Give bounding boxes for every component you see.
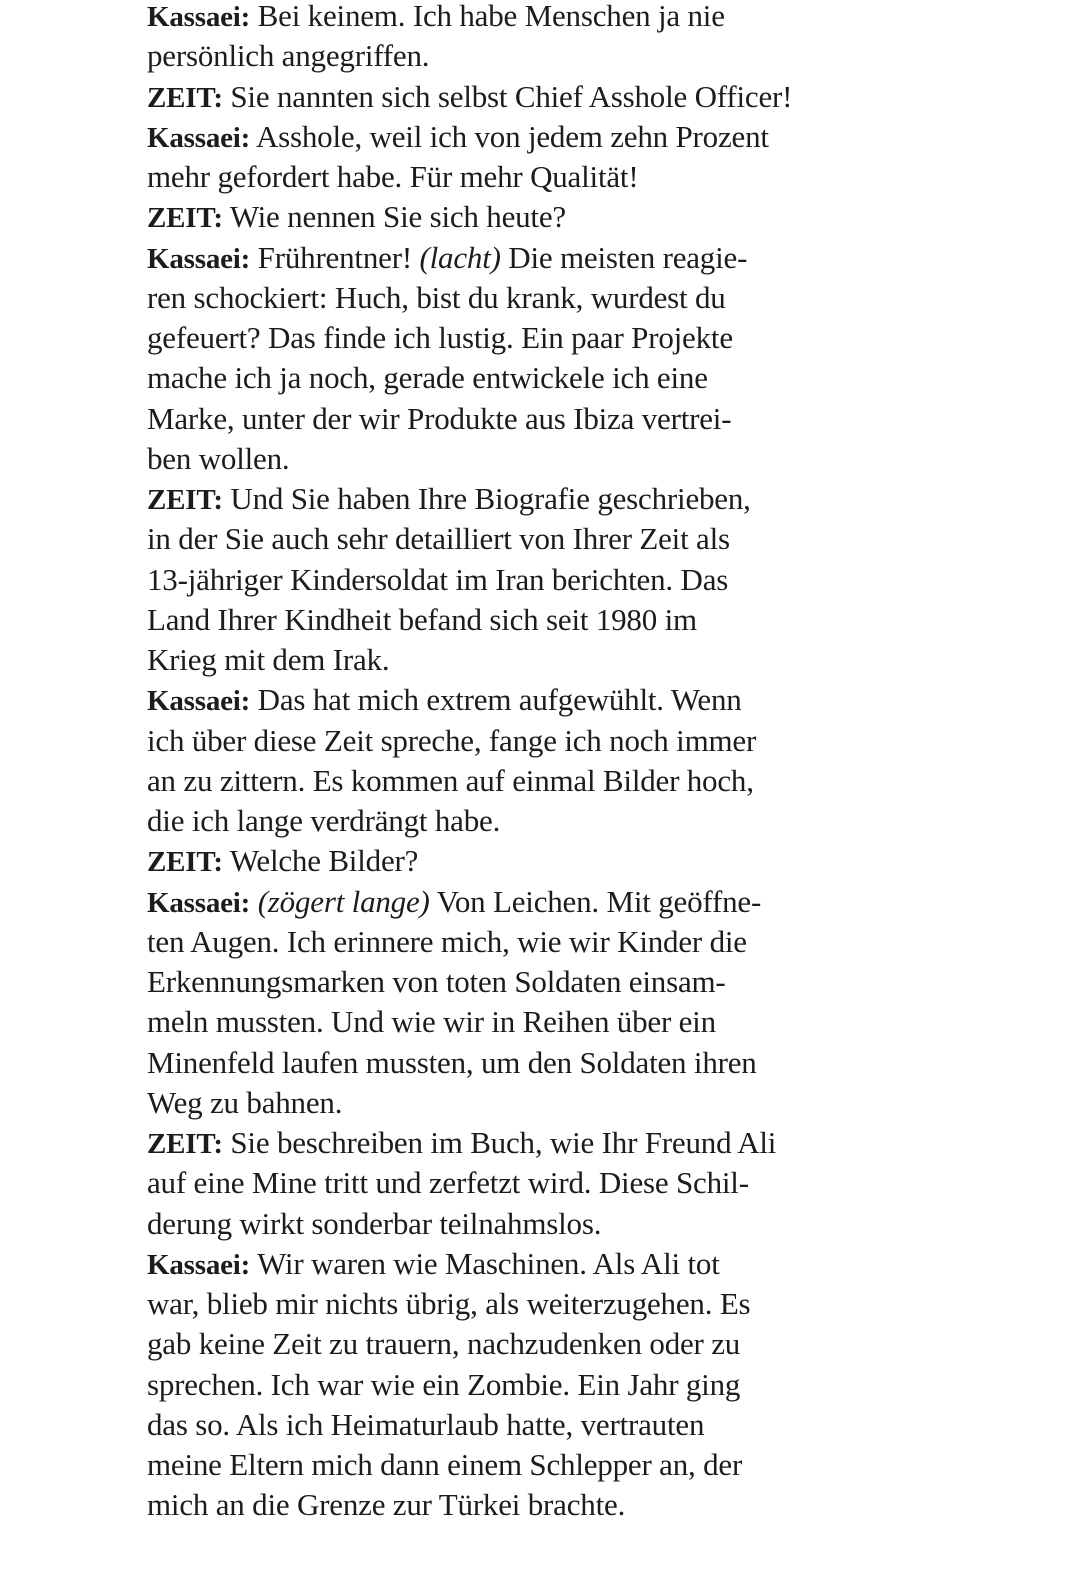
text-line bbox=[147, 801, 849, 841]
text-line bbox=[147, 680, 849, 720]
line-text: mache ich ja noch, gerade entwickele ich eine bbox=[147, 360, 708, 396]
text-line bbox=[147, 318, 849, 358]
stage-direction: (lacht) bbox=[419, 239, 501, 275]
line-text: derung wirkt sonderbar teilnahmslos. bbox=[147, 1205, 602, 1241]
line-text: 13-jähriger Kindersoldat im Iran berichten. Das bbox=[147, 561, 729, 597]
speaker-label: Kassaei: bbox=[147, 685, 251, 718]
line-text: Land Ihrer Kindheit befand sich seit 1980 im bbox=[147, 601, 697, 637]
text-line bbox=[147, 399, 849, 439]
speaker-label: ZEIT: bbox=[147, 202, 223, 235]
text-line bbox=[147, 1445, 849, 1485]
line-text: Wir waren wie Maschinen. Als Ali tot bbox=[250, 1245, 720, 1281]
line-text: ben wollen. bbox=[147, 440, 290, 476]
text-line bbox=[147, 962, 849, 1002]
line-text: Frührentner! bbox=[250, 239, 420, 275]
text-line bbox=[147, 1485, 849, 1525]
text-line bbox=[147, 600, 849, 640]
speaker-label: Kassaei: bbox=[147, 121, 251, 154]
line-text: meln mussten. Und wie wir in Reihen über ein bbox=[147, 1004, 716, 1040]
text-line bbox=[147, 1405, 849, 1445]
line-text: Krieg mit dem Irak. bbox=[147, 642, 390, 677]
line-text: die ich lange verdrängt habe. bbox=[147, 803, 501, 838]
text-line bbox=[147, 1365, 849, 1405]
text-line bbox=[147, 197, 849, 237]
speaker-label: ZEIT: bbox=[147, 81, 223, 114]
line-text: Und Sie haben Ihre Biografie geschrieben, bbox=[222, 481, 751, 516]
line-text: Erkennungsmarken von toten Soldaten einsam- bbox=[147, 964, 726, 999]
line-text: Welche Bilder? bbox=[222, 843, 419, 879]
line-text: ich über diese Zeit spreche, fange ich noch immer bbox=[147, 722, 757, 758]
text-line bbox=[147, 36, 849, 76]
speaker-label: Kassaei: bbox=[147, 1, 251, 33]
speaker-label: Kassaei: bbox=[147, 886, 251, 919]
text-line bbox=[147, 157, 849, 197]
line-text: mehr gefordert habe. Für mehr Qualität! bbox=[147, 159, 639, 194]
text-line bbox=[147, 519, 849, 559]
line-text: ten Augen. Ich erinnere mich, wie wir Kinder die bbox=[147, 923, 747, 959]
line-text: ren schockiert: Huch, bist du krank, wurdest du bbox=[147, 279, 726, 315]
line-text: Wie nennen Sie sich heute? bbox=[222, 199, 566, 235]
line-text: Weg zu bahnen. bbox=[147, 1084, 343, 1120]
speaker-label: ZEIT: bbox=[147, 846, 223, 879]
line-text: meine Eltern mich dann einem Schlepper an, der bbox=[147, 1447, 743, 1482]
speaker-label: Kassaei: bbox=[147, 1248, 251, 1281]
line-text: Das hat mich extrem aufgewühlt. Wenn bbox=[250, 682, 742, 718]
text-line bbox=[147, 1284, 849, 1324]
text-line bbox=[147, 761, 849, 801]
text-line bbox=[147, 278, 849, 318]
line-text: in der Sie auch sehr detailliert von Ihrer Zeit als bbox=[147, 521, 730, 557]
text-line bbox=[147, 882, 849, 922]
line-text: Asshole, weil ich von jedem zehn Prozent bbox=[250, 118, 769, 154]
speaker-label: ZEIT: bbox=[147, 484, 223, 516]
line-text: Bei keinem. Ich habe Menschen ja nie bbox=[250, 0, 725, 33]
line-text: persönlich angegriffen. bbox=[147, 38, 430, 74]
line-text: auf eine Mine tritt und zerfetzt wird. Diese Schil- bbox=[147, 1165, 749, 1201]
text-line bbox=[147, 1204, 849, 1244]
text-line bbox=[147, 0, 849, 36]
line-text: Sie nannten sich selbst Chief Asshole Officer! bbox=[222, 78, 793, 114]
text-line bbox=[147, 1043, 849, 1083]
text-line bbox=[147, 1163, 849, 1203]
line-text: Minenfeld laufen mussten, um den Soldaten ihren bbox=[147, 1044, 757, 1080]
line-text: mich an die Grenze zur Türkei brachte. bbox=[147, 1487, 626, 1523]
text-line bbox=[147, 358, 849, 398]
line-text: Marke, unter der wir Produkte aus Ibiza vertrei- bbox=[147, 400, 732, 436]
text-line bbox=[147, 841, 849, 881]
line-text: war, blieb mir nichts übrig, als weiterzugehen. Es bbox=[147, 1286, 751, 1321]
text-line bbox=[147, 238, 849, 278]
line-text: gab keine Zeit zu trauern, nachzudenken oder zu bbox=[147, 1326, 741, 1362]
text-line bbox=[147, 721, 849, 761]
line-text: an zu zittern. Es kommen auf einmal Bilder hoch, bbox=[147, 762, 754, 798]
speaker-label: Kassaei: bbox=[147, 242, 251, 275]
text-line bbox=[147, 1324, 849, 1364]
text-line bbox=[147, 439, 849, 479]
line-text: Sie beschreiben im Buch, wie Ihr Freund Ali bbox=[222, 1125, 777, 1160]
line-text: gefeuert? Das finde ich lustig. Ein paar Projekte bbox=[147, 320, 733, 355]
text-line bbox=[147, 1244, 849, 1284]
text-line bbox=[147, 640, 849, 680]
text-line bbox=[147, 1123, 849, 1163]
line-text bbox=[250, 884, 258, 919]
text-line bbox=[147, 922, 849, 962]
text-line bbox=[147, 1002, 849, 1042]
text-line bbox=[147, 560, 849, 600]
line-text-continued: Die meisten reagie- bbox=[500, 239, 748, 275]
text-line bbox=[147, 1083, 849, 1123]
line-text: das so. Als ich Heimaturlaub hatte, vertrauten bbox=[147, 1406, 705, 1442]
speaker-label: ZEIT: bbox=[147, 1128, 223, 1160]
text-line bbox=[147, 77, 849, 117]
text-line bbox=[147, 479, 849, 519]
stage-direction: (zögert lange) bbox=[257, 883, 430, 919]
line-text-continued: Von Leichen. Mit geöffne- bbox=[429, 883, 762, 919]
text-line bbox=[147, 117, 849, 157]
line-text: sprechen. Ich war wie ein Zombie. Ein Jahr ging bbox=[147, 1366, 741, 1402]
